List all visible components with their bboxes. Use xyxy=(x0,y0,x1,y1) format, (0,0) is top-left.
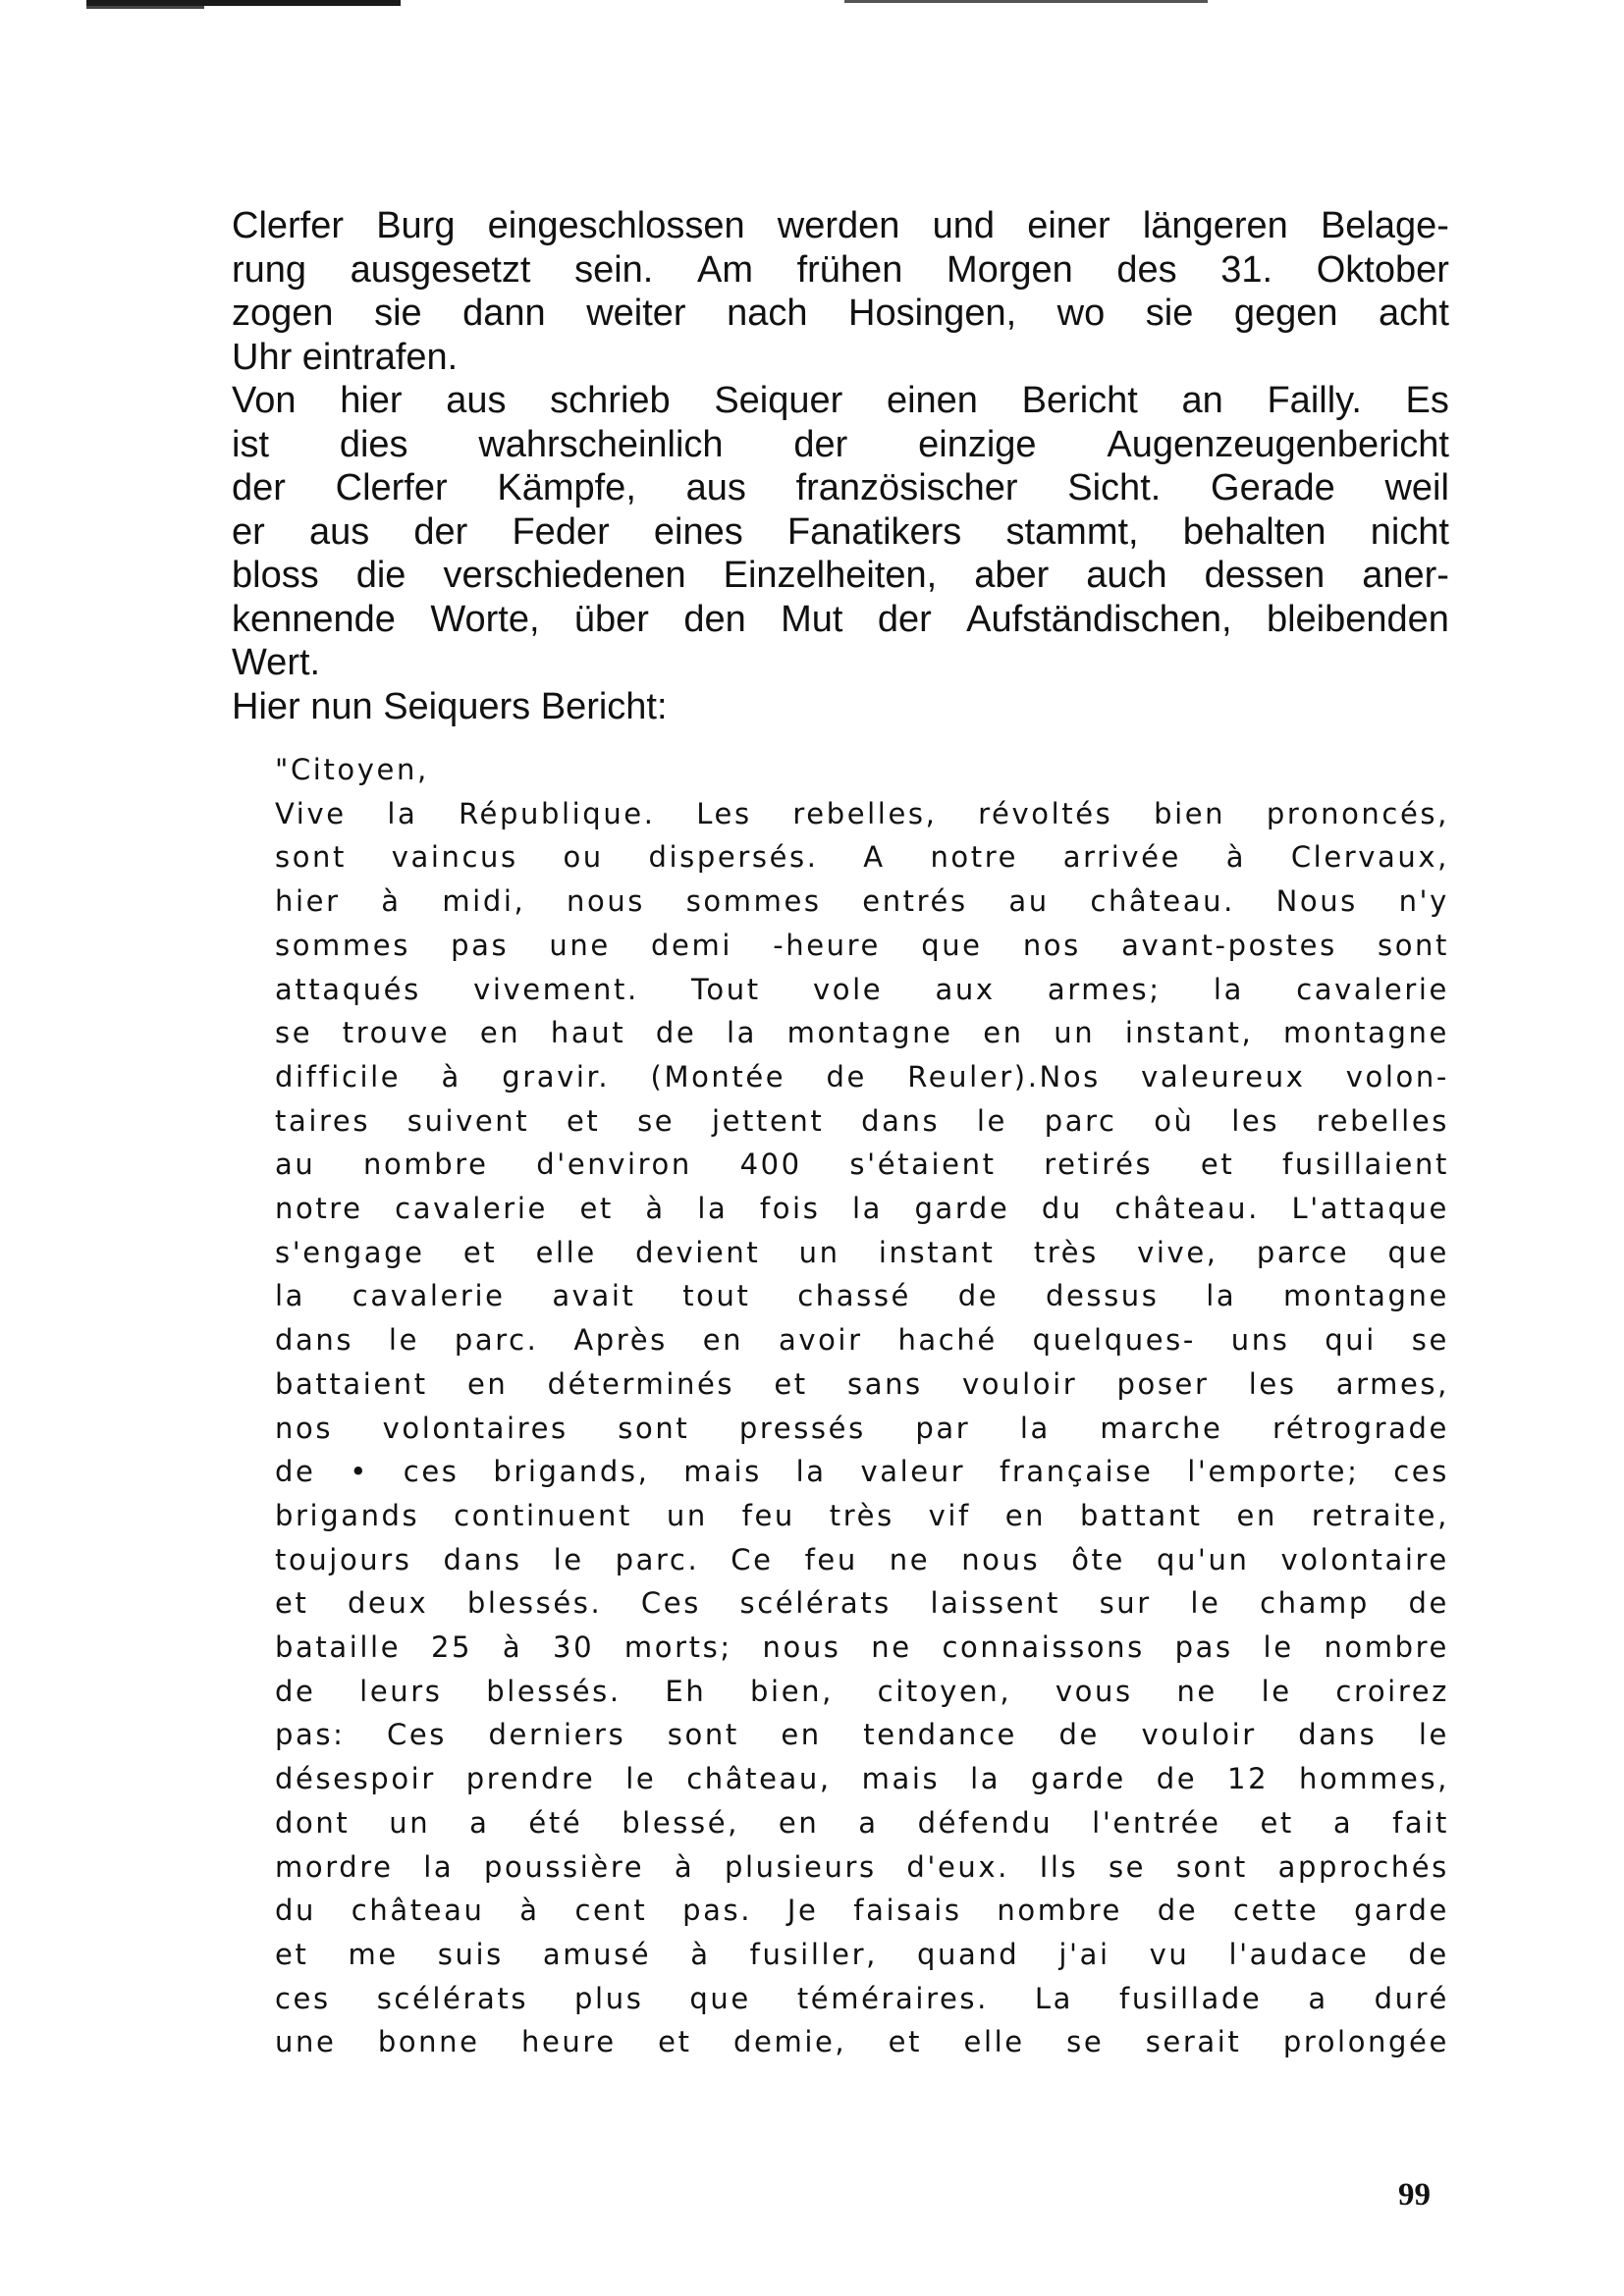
text-line: zogen sie dann weiter nach Hosingen, wo sie gegen acht xyxy=(232,293,1449,334)
quote-line: dans le parc. Après en avoir haché quelques- uns qui se xyxy=(275,1323,1449,1358)
quote-line: du château à cent pas. Je faisais nombre de cette garde xyxy=(275,1894,1449,1928)
quote-line: la cavalerie avait tout chassé de dessus la montagne xyxy=(275,1279,1449,1313)
quote-line: et me suis amusé à fusiller, quand j'ai vu l'audace de xyxy=(275,1937,1449,1971)
text-line: Uhr eintrafen. xyxy=(232,336,459,378)
text-line: Hier nun Seiquers Bericht: xyxy=(232,685,668,727)
quote-line: au nombre d'environ 400 s'étaient retirés et fusillaient xyxy=(275,1148,1449,1182)
quote-line: notre cavalerie et à la fois la garde du château. L'attaque xyxy=(275,1192,1449,1226)
quote-line: une bonne heure et demie, et elle se serait prolongée xyxy=(275,2025,1449,2059)
quote-line: dont un a été blessé, en a défendu l'entrée et a fait xyxy=(275,1805,1449,1840)
quote-line: sont vaincus ou dispersés. A notre arrivée à Clervaux, xyxy=(275,840,1449,875)
quote-line: désespoir prendre le château, mais la garde de 12 hommes, xyxy=(275,1762,1449,1796)
page-number: 99 xyxy=(1398,2177,1431,2213)
text-line: der Clerfer Kämpfe, aus französischer Sicht. Gerade weil xyxy=(232,467,1449,508)
quote-line: sommes pas une demi -heure que nos avant-postes sont xyxy=(275,928,1449,962)
quote-line: toujours dans le parc. Ce feu ne nous ôte qu'un volontaire xyxy=(275,1542,1449,1576)
quote-line: s'engage et elle devient un instant très vive, parce que xyxy=(275,1235,1449,1269)
quote-line: Vive la République. Les rebelles, révoltés bien prononcés, xyxy=(275,796,1449,830)
german-paragraphs xyxy=(232,204,1449,728)
quote-line: mordre la poussière à plusieurs d'eux. Ils se sont approchés xyxy=(275,1849,1449,1884)
quote-line: ces scélérats plus que téméraires. La fusillade a duré xyxy=(275,1981,1449,2015)
quote-line: bataille 25 à 30 morts; nous ne connaissons pas le nombre xyxy=(275,1630,1449,1665)
quote-line: battaient en déterminés et sans vouloir poser les armes, xyxy=(275,1366,1449,1401)
text-line: bloss die verschiedenen Einzelheiten, aber auch dessen aner- xyxy=(232,555,1449,596)
scan-edge-mark xyxy=(86,6,204,9)
quote-line: attaqués vivement. Tout vole aux armes; la cavalerie xyxy=(275,972,1449,1006)
quote-line: difficile à gravir. (Montée de Reuler).Nos valeureux volon- xyxy=(275,1059,1449,1094)
text-line: Von hier aus schrieb Seiquer einen Bericht an Failly. Es xyxy=(232,380,1449,421)
quote-line: "Citoyen, xyxy=(275,753,429,786)
quote-line: brigands continuent un feu très vif en battant en retraite, xyxy=(275,1498,1449,1532)
quote-line: nos volontaires sont pressés par la marche rétrograde xyxy=(275,1411,1449,1445)
text-line: kennende Worte, über den Mut der Aufständischen, bleibenden xyxy=(232,598,1449,640)
quote-line: et deux blessés. Ces scélérats laissent sur le champ de xyxy=(275,1586,1449,1621)
scan-edge-mark xyxy=(844,0,1208,3)
quote-line: se trouve en haut de la montagne en un instant, montagne xyxy=(275,1016,1449,1050)
french-quoted-report xyxy=(275,748,1449,2064)
text-line: rung ausgesetzt sein. Am frühen Morgen des 31. Oktober xyxy=(232,248,1449,291)
text-line: Clerfer Burg eingeschlossen werden und einer längeren Belage- xyxy=(232,205,1449,246)
quote-line: de leurs blessés. Eh bien, citoyen, vous ne le croirez xyxy=(275,1674,1449,1708)
text-line: ist dies wahrscheinlich der einzige Augenzeugenbericht xyxy=(232,423,1449,465)
text-line: er aus der Feder eines Fanatikers stammt, behalten nicht xyxy=(232,510,1449,553)
text-line: Wert. xyxy=(232,642,321,683)
quote-line: taires suivent et se jettent dans le parc où les rebelles xyxy=(275,1103,1449,1138)
quote-line: de • ces brigands, mais la valeur française l'emporte; ces xyxy=(275,1455,1449,1489)
quote-line: hier à midi, nous sommes entrés au château. Nous n'y xyxy=(275,884,1449,919)
quote-line: pas: Ces derniers sont en tendance de vouloir dans le xyxy=(275,1718,1449,1752)
